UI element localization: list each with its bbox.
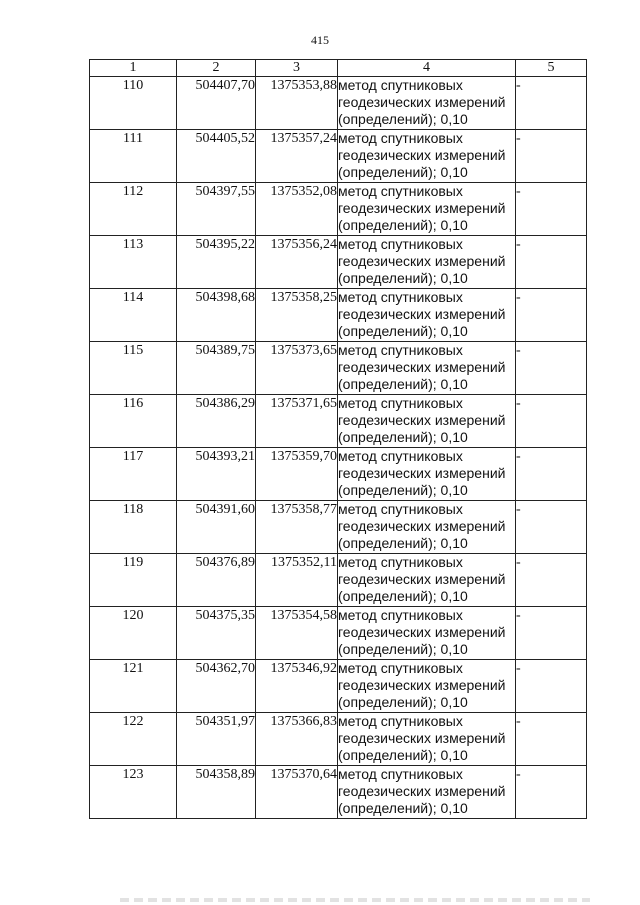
method-line: метод спутниковых (338, 236, 463, 252)
method-line: метод спутниковых (338, 183, 463, 199)
remark-cell: - (516, 448, 587, 501)
x-coordinate-cell: 504376,89 (177, 554, 256, 607)
x-coordinate-cell: 504397,55 (177, 183, 256, 236)
method-line: геодезических измерений (338, 94, 506, 110)
y-coordinate-cell: 1375354,58 (256, 607, 338, 660)
point-number-cell: 111 (90, 130, 177, 183)
y-coordinate-cell: 1375371,65 (256, 395, 338, 448)
method-line: метод спутниковых (338, 713, 463, 729)
method-line: (определений); 0,10 (338, 270, 468, 286)
column-header-remark: 5 (516, 60, 587, 77)
y-coordinate-cell: 1375359,70 (256, 448, 338, 501)
method-cell (338, 77, 516, 130)
point-number-cell: 113 (90, 236, 177, 289)
remark-cell: - (516, 130, 587, 183)
x-coordinate-cell: 504395,22 (177, 236, 256, 289)
method-cell (338, 130, 516, 183)
method-line: (определений); 0,10 (338, 641, 468, 657)
y-coordinate-cell: 1375358,77 (256, 501, 338, 554)
x-coordinate-cell: 504405,52 (177, 130, 256, 183)
x-coordinate-cell: 504358,89 (177, 766, 256, 819)
method-line: геодезических измерений (338, 730, 506, 746)
method-line: (определений); 0,10 (338, 164, 468, 180)
y-coordinate-cell: 1375370,64 (256, 766, 338, 819)
coordinates-table (89, 59, 587, 819)
table-row (90, 713, 587, 766)
point-number-cell: 118 (90, 501, 177, 554)
method-cell (338, 607, 516, 660)
y-coordinate-cell: 1375357,24 (256, 130, 338, 183)
method-line: (определений); 0,10 (338, 217, 468, 233)
method-cell (338, 660, 516, 713)
method-cell (338, 448, 516, 501)
method-cell (338, 554, 516, 607)
x-coordinate-cell: 504375,35 (177, 607, 256, 660)
method-line: метод спутниковых (338, 660, 463, 676)
method-line: геодезических измерений (338, 677, 506, 693)
method-line: (определений); 0,10 (338, 429, 468, 445)
remark-cell: - (516, 554, 587, 607)
column-header-method: 4 (338, 60, 516, 77)
table-row (90, 395, 587, 448)
x-coordinate-cell: 504407,70 (177, 77, 256, 130)
remark-cell: - (516, 713, 587, 766)
method-line: геодезических измерений (338, 624, 506, 640)
point-number-cell: 122 (90, 713, 177, 766)
x-coordinate-cell: 504398,68 (177, 289, 256, 342)
method-line: геодезических измерений (338, 253, 506, 269)
table-row (90, 289, 587, 342)
method-line: геодезических измерений (338, 783, 506, 799)
method-line: (определений); 0,10 (338, 694, 468, 710)
method-line: геодезических измерений (338, 147, 506, 163)
method-cell (338, 236, 516, 289)
y-coordinate-cell: 1375373,65 (256, 342, 338, 395)
method-line: метод спутниковых (338, 342, 463, 358)
point-number-cell: 115 (90, 342, 177, 395)
method-cell (338, 342, 516, 395)
method-line: (определений); 0,10 (338, 747, 468, 763)
remark-cell: - (516, 607, 587, 660)
remark-cell: - (516, 766, 587, 819)
x-coordinate-cell: 504351,97 (177, 713, 256, 766)
table-row (90, 236, 587, 289)
method-line: геодезических измерений (338, 518, 506, 534)
method-line: геодезических измерений (338, 571, 506, 587)
remark-cell: - (516, 342, 587, 395)
table-row (90, 342, 587, 395)
method-line: геодезических измерений (338, 306, 506, 322)
method-cell (338, 713, 516, 766)
y-coordinate-cell: 1375346,92 (256, 660, 338, 713)
point-number-cell: 121 (90, 660, 177, 713)
scan-artifact (120, 898, 590, 902)
x-coordinate-cell: 504362,70 (177, 660, 256, 713)
table-row (90, 77, 587, 130)
point-number-cell: 123 (90, 766, 177, 819)
point-number-cell: 112 (90, 183, 177, 236)
point-number-cell: 114 (90, 289, 177, 342)
x-coordinate-cell: 504386,29 (177, 395, 256, 448)
column-header-x: 2 (177, 60, 256, 77)
point-number-cell: 117 (90, 448, 177, 501)
y-coordinate-cell: 1375356,24 (256, 236, 338, 289)
point-number-cell: 116 (90, 395, 177, 448)
table-row (90, 183, 587, 236)
page-number: 415 (311, 33, 329, 47)
method-line: метод спутниковых (338, 766, 463, 782)
method-cell (338, 766, 516, 819)
method-cell (338, 183, 516, 236)
method-line: (определений); 0,10 (338, 535, 468, 551)
y-coordinate-cell: 1375352,11 (256, 554, 338, 607)
point-number-cell: 110 (90, 77, 177, 130)
method-line: метод спутниковых (338, 289, 463, 305)
method-cell (338, 395, 516, 448)
remark-cell: - (516, 501, 587, 554)
method-cell (338, 289, 516, 342)
remark-cell: - (516, 236, 587, 289)
method-line: (определений); 0,10 (338, 111, 468, 127)
point-number-cell: 120 (90, 607, 177, 660)
y-coordinate-cell: 1375353,88 (256, 77, 338, 130)
table-row (90, 660, 587, 713)
point-number-cell: 119 (90, 554, 177, 607)
method-line: геодезических измерений (338, 359, 506, 375)
method-line: метод спутниковых (338, 77, 463, 93)
remark-cell: - (516, 183, 587, 236)
y-coordinate-cell: 1375352,08 (256, 183, 338, 236)
method-line: метод спутниковых (338, 448, 463, 464)
table-row (90, 448, 587, 501)
remark-cell: - (516, 660, 587, 713)
x-coordinate-cell: 504389,75 (177, 342, 256, 395)
table-row (90, 501, 587, 554)
y-coordinate-cell: 1375358,25 (256, 289, 338, 342)
method-line: метод спутниковых (338, 554, 463, 570)
method-line: (определений); 0,10 (338, 323, 468, 339)
x-coordinate-cell: 504391,60 (177, 501, 256, 554)
method-line: (определений); 0,10 (338, 482, 468, 498)
remark-cell: - (516, 289, 587, 342)
method-line: (определений); 0,10 (338, 800, 468, 816)
table-header-row (90, 60, 587, 77)
y-coordinate-cell: 1375366,83 (256, 713, 338, 766)
table-row (90, 130, 587, 183)
method-line: метод спутниковых (338, 607, 463, 623)
column-header-point-number: 1 (90, 60, 177, 77)
table-row (90, 766, 587, 819)
method-line: (определений); 0,10 (338, 588, 468, 604)
table-row (90, 607, 587, 660)
column-header-y: 3 (256, 60, 338, 77)
method-line: метод спутниковых (338, 130, 463, 146)
method-line: геодезических измерений (338, 412, 506, 428)
remark-cell: - (516, 395, 587, 448)
method-line: геодезических измерений (338, 200, 506, 216)
method-cell (338, 501, 516, 554)
table-row (90, 554, 587, 607)
method-line: метод спутниковых (338, 501, 463, 517)
remark-cell: - (516, 77, 587, 130)
method-line: метод спутниковых (338, 395, 463, 411)
x-coordinate-cell: 504393,21 (177, 448, 256, 501)
method-line: (определений); 0,10 (338, 376, 468, 392)
method-line: геодезических измерений (338, 465, 506, 481)
